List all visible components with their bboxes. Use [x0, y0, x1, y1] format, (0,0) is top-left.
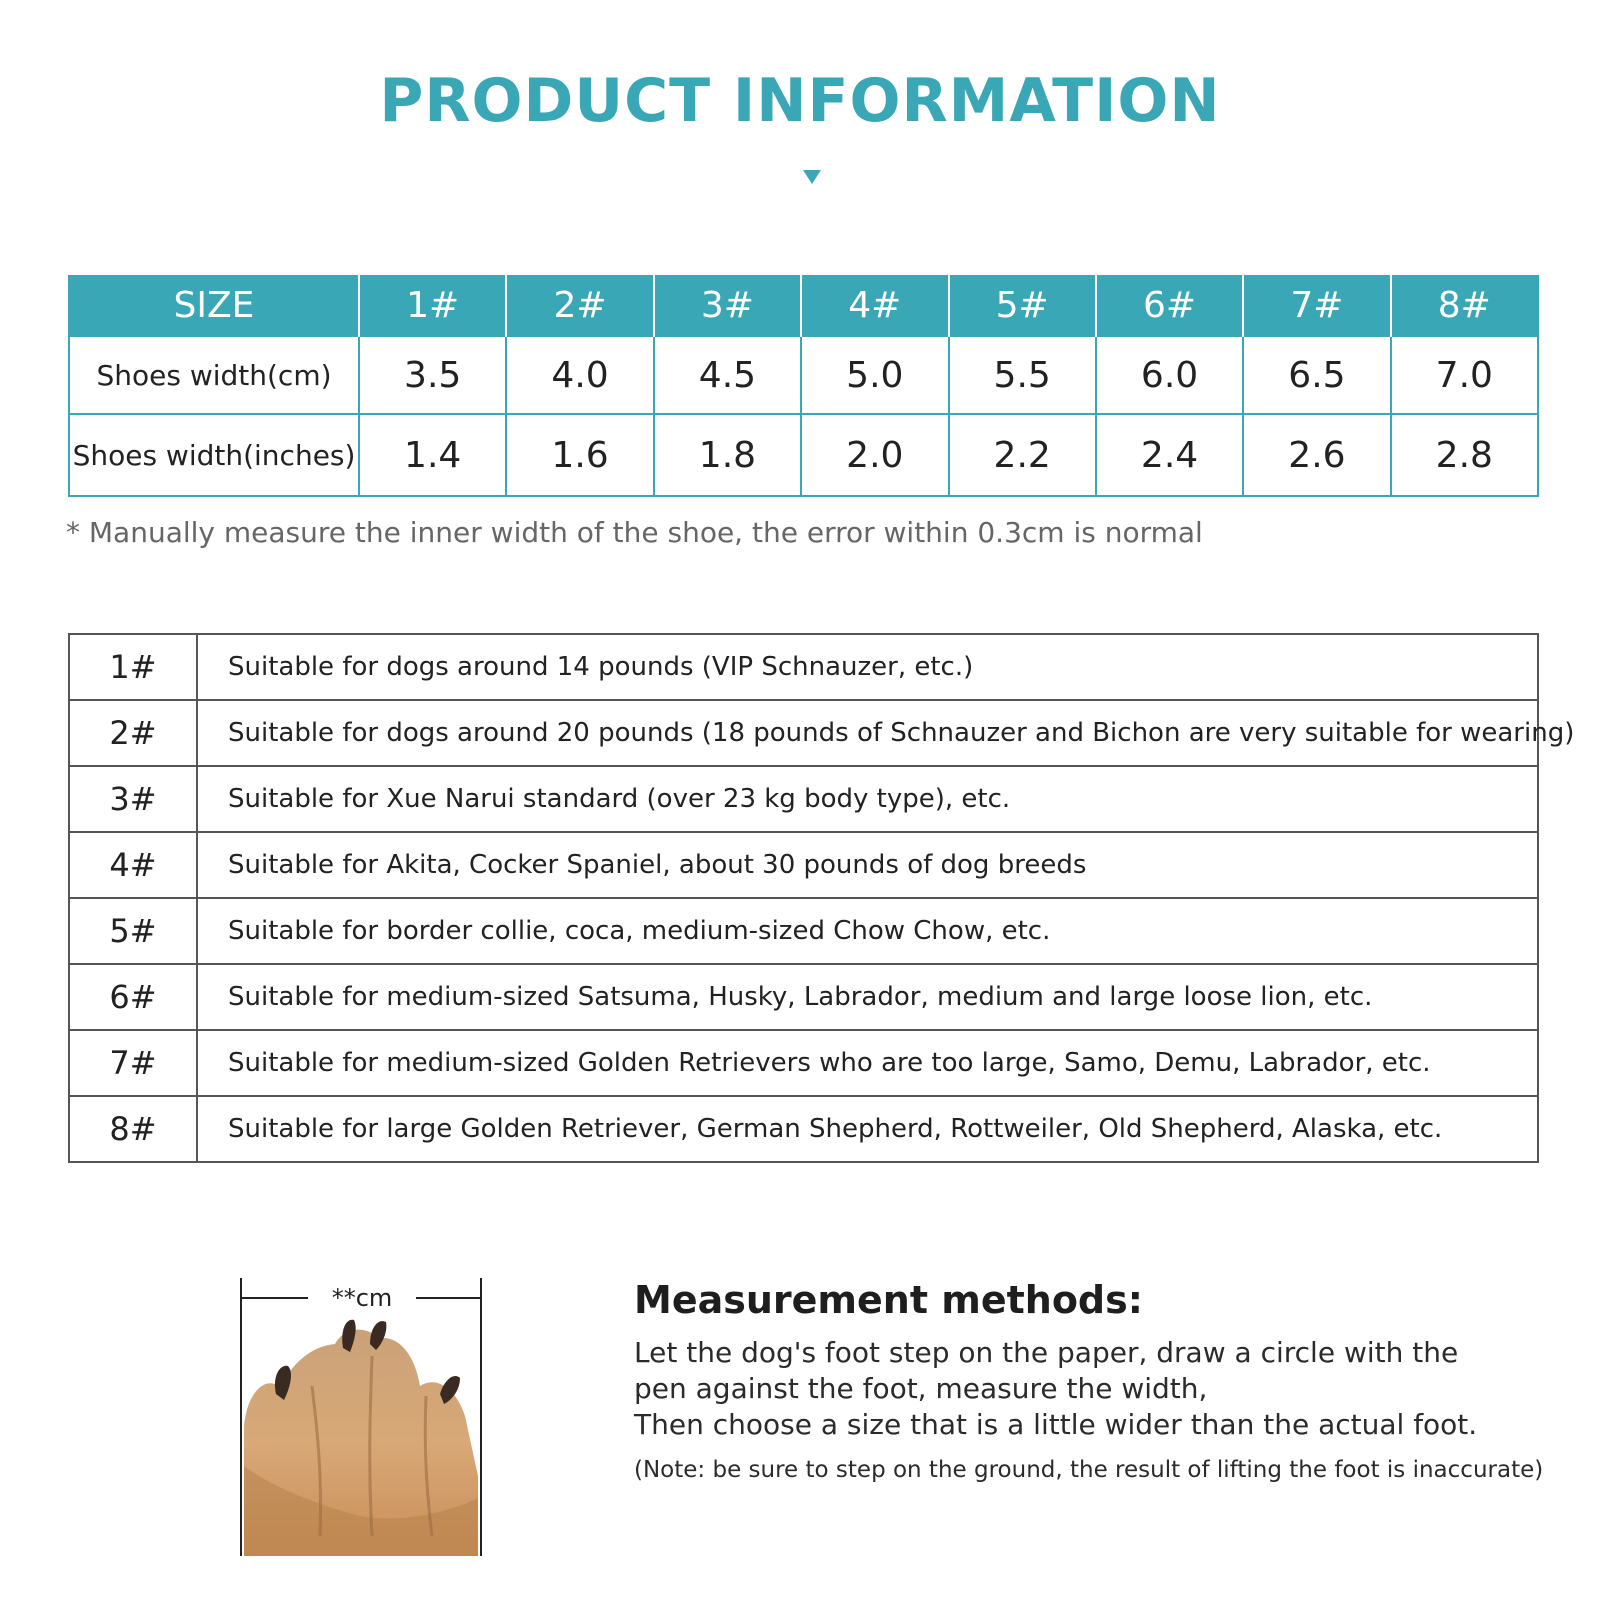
row-label: Shoes width(cm): [69, 336, 359, 414]
dog-paw-photo: [240, 1276, 482, 1556]
table-row: [69, 766, 1538, 832]
breed-description: Suitable for dogs around 14 pounds (VIP Schnauzer, etc.): [197, 634, 1538, 700]
size-header-cell: 1#: [359, 275, 506, 336]
size-table-header: [69, 275, 1538, 336]
table-cell: 1.8: [654, 414, 801, 496]
measurement-title: Measurement methods:: [634, 1278, 1143, 1322]
table-cell: 2.2: [949, 414, 1096, 496]
size-code: 4#: [69, 832, 197, 898]
table-cell: 6.5: [1243, 336, 1390, 414]
size-code: 6#: [69, 964, 197, 1030]
table-cell: 2.8: [1391, 414, 1538, 496]
table-cell: 5.5: [949, 336, 1096, 414]
page-title: PRODUCT INFORMATION: [379, 66, 1221, 136]
table-row: [69, 832, 1538, 898]
measurement-line: Then choose a size that is a little wider than the actual foot.: [634, 1408, 1478, 1441]
table-cell: 5.0: [801, 336, 948, 414]
row-label: Shoes width(inches): [69, 414, 359, 496]
size-header-cell: SIZE: [69, 275, 359, 336]
table-row: [69, 700, 1538, 766]
measure-label: **cm: [331, 1284, 393, 1312]
breed-description: Suitable for medium-sized Satsuma, Husky, Labrador, medium and large loose lion, etc.: [197, 964, 1538, 1030]
table-row: [69, 414, 1538, 496]
measurement-line: pen against the foot, measure the width,: [634, 1372, 1208, 1405]
table-cell: 4.0: [506, 336, 653, 414]
breed-description: Suitable for medium-sized Golden Retrievers who are too large, Samo, Demu, Labrador, etc.: [197, 1030, 1538, 1096]
table-cell: 1.4: [359, 414, 506, 496]
table-cell: 2.4: [1096, 414, 1243, 496]
size-header-cell: 2#: [506, 275, 653, 336]
table-cell: 2.6: [1243, 414, 1390, 496]
size-code: 5#: [69, 898, 197, 964]
breed-description: Suitable for border collie, coca, medium-sized Chow Chow, etc.: [197, 898, 1538, 964]
size-header-cell: 4#: [801, 275, 948, 336]
table-row: [69, 898, 1538, 964]
table-row: [69, 1030, 1538, 1096]
breed-description: Suitable for dogs around 20 pounds (18 pounds of Schnauzer and Bichon are very suitable for wearing): [197, 700, 1538, 766]
size-code: 7#: [69, 1030, 197, 1096]
size-code: 8#: [69, 1096, 197, 1162]
table-row: [69, 336, 1538, 414]
table-cell: 6.0: [1096, 336, 1243, 414]
table-row: [69, 1096, 1538, 1162]
size-header-cell: 5#: [949, 275, 1096, 336]
size-header-cell: 3#: [654, 275, 801, 336]
measurement-line: Let the dog's foot step on the paper, draw a circle with the: [634, 1336, 1459, 1369]
size-code: 1#: [69, 634, 197, 700]
table-cell: 7.0: [1391, 336, 1538, 414]
table-cell: 1.6: [506, 414, 653, 496]
table-cell: 3.5: [359, 336, 506, 414]
breed-description: Suitable for large Golden Retriever, German Shepherd, Rottweiler, Old Shepherd, Alaska, etc.: [197, 1096, 1538, 1162]
table-row: [69, 634, 1538, 700]
measurement-warning: (Note: be sure to step on the ground, the result of lifting the foot is inaccurate): [634, 1457, 1544, 1483]
triangle-down-icon: [803, 170, 821, 184]
table-row: [69, 964, 1538, 1030]
size-header-cell: 6#: [1096, 275, 1243, 336]
breed-description: Suitable for Akita, Cocker Spaniel, about 30 pounds of dog breeds: [197, 832, 1538, 898]
size-code: 2#: [69, 700, 197, 766]
table-cell: 4.5: [654, 336, 801, 414]
size-table: [68, 275, 1539, 497]
breed-table: [68, 633, 1575, 1163]
measurement-note: * Manually measure the inner width of the shoe, the error within 0.3cm is normal: [66, 516, 1203, 549]
size-code: 3#: [69, 766, 197, 832]
breed-description: Suitable for Xue Narui standard (over 23 kg body type), etc.: [197, 766, 1538, 832]
size-header-cell: 8#: [1391, 275, 1538, 336]
size-header-cell: 7#: [1243, 275, 1390, 336]
table-cell: 2.0: [801, 414, 948, 496]
